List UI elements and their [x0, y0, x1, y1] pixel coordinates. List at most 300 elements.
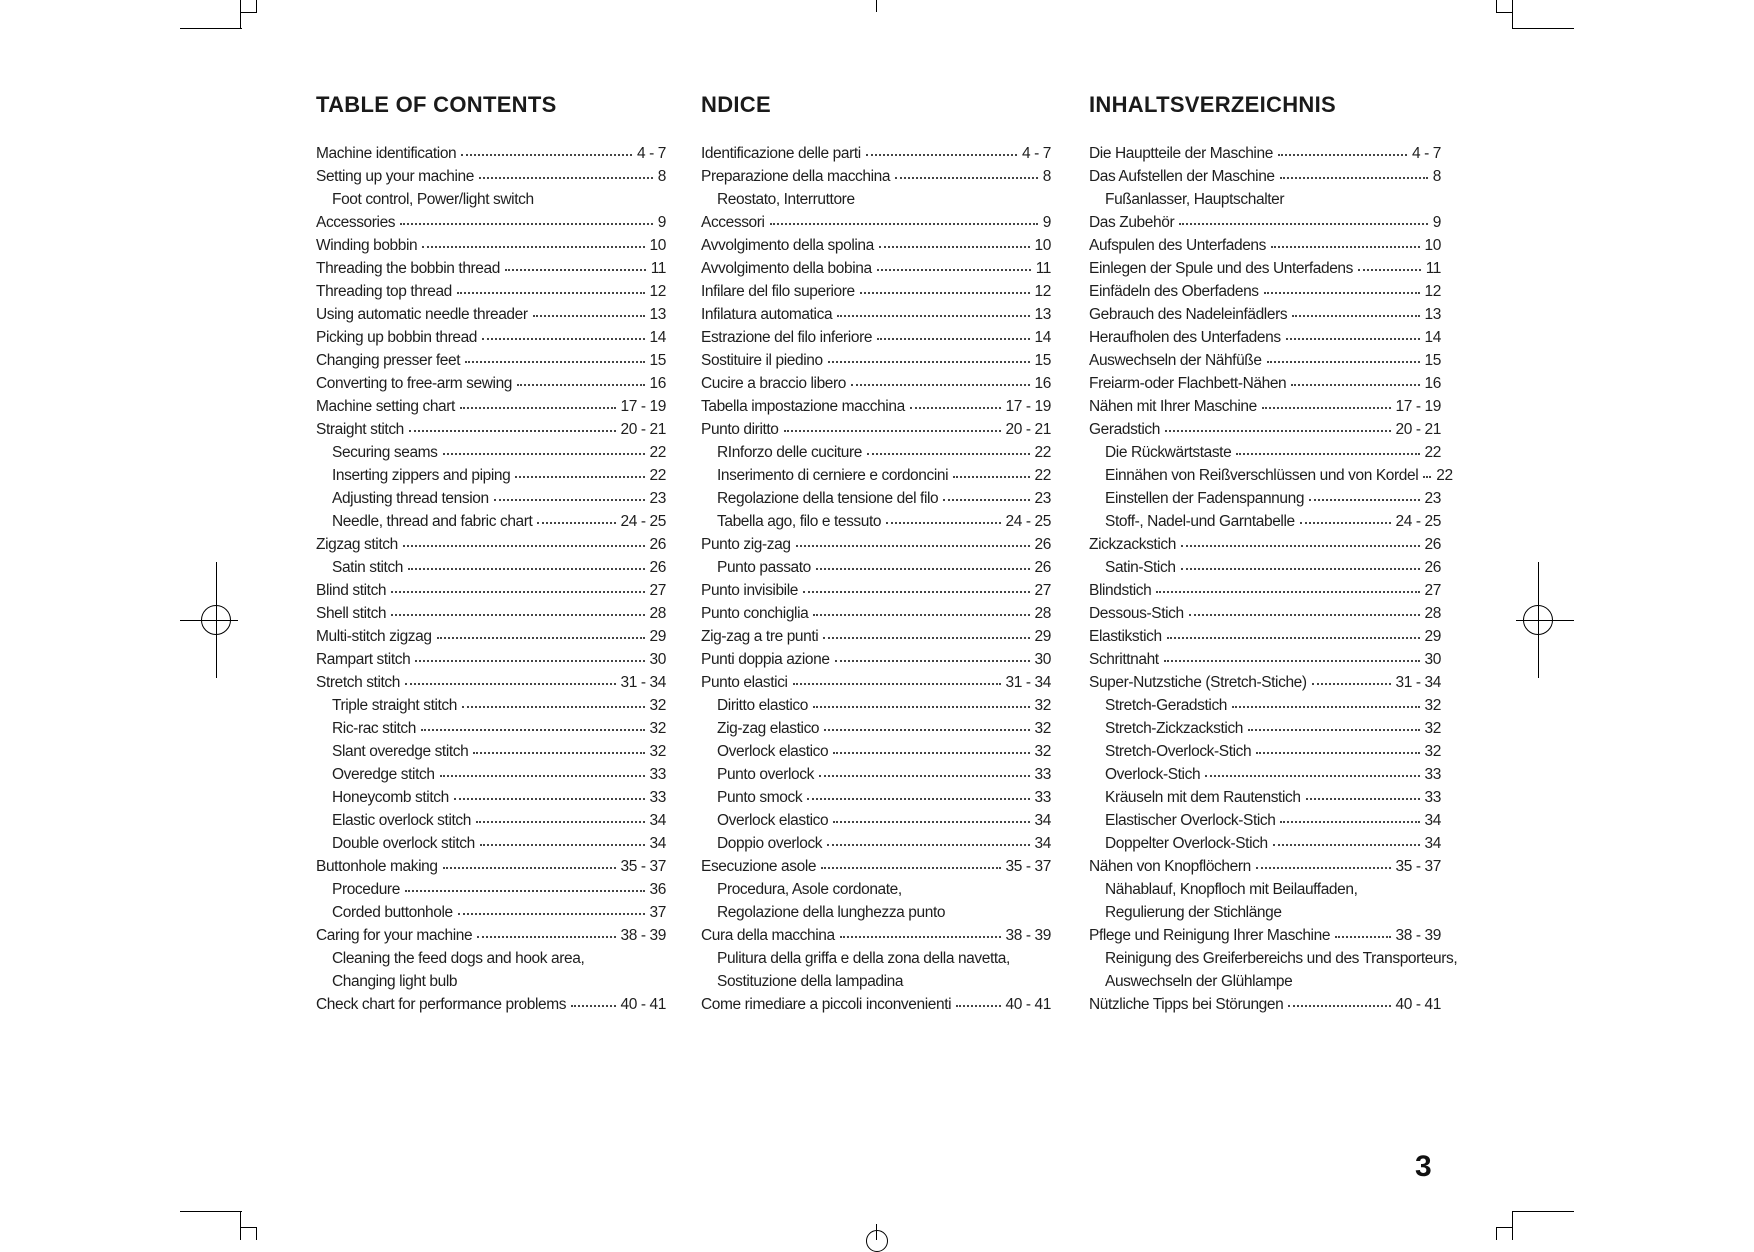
toc-entry: [1089, 260, 1441, 283]
toc-entry-label: Blind stitch: [316, 582, 387, 599]
toc-entry-page: 11: [1035, 260, 1051, 277]
crop-mark: [1496, 0, 1497, 13]
toc-entry-page: 20 - 21: [620, 421, 666, 438]
toc-entry-label: Inserimento di cerniere e cordoncini: [717, 467, 949, 484]
toc-entry: [1089, 720, 1441, 743]
toc-entry-page: 27: [649, 582, 666, 599]
toc-entry-page: 34: [1034, 812, 1051, 829]
toc-entry-page: 30: [1424, 651, 1441, 668]
toc-entry-label: Procedure: [332, 881, 400, 898]
toc-entry: [1089, 306, 1441, 329]
toc-entry-page: 20 - 21: [1005, 421, 1051, 438]
toc-entry: [316, 168, 666, 191]
toc-entry-label: Elastikstich: [1089, 628, 1162, 645]
toc-entry-label: Reinigung des Greiferbereichs und des Transporteurs,: [1105, 950, 1458, 967]
toc-entry-page: 4 - 7: [636, 145, 666, 162]
toc-entry: [316, 283, 666, 306]
toc-entry-page: 40 - 41: [1395, 996, 1441, 1013]
toc-entry: [701, 237, 1051, 260]
toc-entry-label: Nützliche Tipps bei Störungen: [1089, 996, 1284, 1013]
toc-entry-page: 8: [1432, 168, 1441, 185]
dot-leader: [877, 269, 1031, 271]
toc-entry-label: Tabella ago, filo e tessuto: [717, 513, 882, 530]
toc-entry-label: Infilatura automatica: [701, 306, 833, 323]
toc-entry-label: Punto zig-zag: [701, 536, 791, 553]
toc-entry: [701, 835, 1051, 858]
toc-entry-label: Adjusting thread tension: [332, 490, 489, 507]
dot-leader: [400, 223, 653, 225]
dot-leader: [1306, 798, 1420, 800]
toc-entry-label: Accessori: [701, 214, 765, 231]
toc-entry: [316, 950, 666, 973]
dot-leader: [454, 798, 645, 800]
toc-entry-page: 20 - 21: [1395, 421, 1441, 438]
toc-entry-label: Threading the bobbin thread: [316, 260, 500, 277]
dot-leader: [1156, 591, 1419, 593]
toc-entry-page: 10: [1034, 237, 1051, 254]
toc-entry-page: 32: [1424, 720, 1441, 737]
toc-entry-label: Auswechseln der Glühlampe: [1105, 973, 1293, 990]
toc-entry: [1089, 214, 1441, 237]
dot-leader: [833, 821, 1029, 823]
toc-entry: [316, 927, 666, 950]
dot-leader: [1312, 683, 1391, 685]
dot-leader: [1286, 338, 1420, 340]
dot-leader: [476, 821, 645, 823]
toc-entry: [1089, 352, 1441, 375]
toc-entry-page: 14: [1034, 329, 1051, 346]
toc-entry: [701, 697, 1051, 720]
toc-entry-page: 29: [649, 628, 666, 645]
dot-leader: [813, 706, 1030, 708]
column-heading: NDICE: [701, 92, 771, 117]
toc-entry: [701, 536, 1051, 559]
dot-leader: [443, 867, 616, 869]
toc-entry: [316, 490, 666, 513]
toc-entry-page: 22: [649, 444, 666, 461]
toc-entry: [701, 743, 1051, 766]
toc-entry-page: 8: [657, 168, 666, 185]
toc-entry: [701, 996, 1051, 1019]
toc-entry: [701, 191, 1051, 214]
toc-entry-label: Stretch-Zickzackstich: [1105, 720, 1244, 737]
toc-entry-label: Identificazione delle parti: [701, 145, 861, 162]
toc-entry: [701, 904, 1051, 927]
dot-leader: [877, 338, 1029, 340]
toc-entries: [1089, 145, 1458, 1019]
toc-entry: [316, 858, 666, 881]
dot-leader: [1181, 545, 1420, 547]
crop-mark: [1538, 562, 1539, 678]
toc-entry: [1089, 536, 1441, 559]
toc-entry-page: 33: [1034, 789, 1051, 806]
toc-entry: [316, 237, 666, 260]
dot-leader: [571, 1005, 615, 1007]
dot-leader: [824, 729, 1029, 731]
toc-entry-page: 32: [1034, 743, 1051, 760]
toc-entry-label: Einlegen der Spule und des Unterfadens: [1089, 260, 1353, 277]
dot-leader: [827, 844, 1029, 846]
toc-entry-label: Pulitura della griffa e della zona della navetta,: [717, 950, 1010, 967]
dot-leader: [480, 844, 645, 846]
toc-entry-label: Slant overedge stitch: [332, 743, 469, 760]
dot-leader: [1291, 384, 1419, 386]
crop-mark: [1512, 0, 1513, 29]
crop-mark: [1512, 1211, 1574, 1212]
toc-entry: [316, 444, 666, 467]
toc-entry: [701, 168, 1051, 191]
dot-leader: [886, 522, 1000, 524]
toc-entry: [316, 536, 666, 559]
crop-mark: [240, 12, 256, 13]
toc-entry: [1089, 651, 1441, 674]
toc-entry: [316, 352, 666, 375]
dot-leader: [819, 775, 1030, 777]
dot-leader: [1179, 223, 1428, 225]
dot-leader: [1292, 315, 1419, 317]
toc-entry-label: Die Rückwärtstaste: [1105, 444, 1232, 461]
toc-entry-label: Regulierung der Stichlänge: [1105, 904, 1282, 921]
toc-entry-label: Esecuzione asole: [701, 858, 817, 875]
toc-entry-label: Overlock elastico: [717, 743, 829, 760]
toc-entry-label: Stoff-, Nadel-und Garntabelle: [1105, 513, 1295, 530]
dot-leader: [956, 1005, 1000, 1007]
toc-entry-page: 37: [649, 904, 666, 921]
crop-mark: [1512, 1211, 1513, 1240]
toc-entry: [1089, 237, 1441, 260]
toc-entry-label: Preparazione della macchina: [701, 168, 891, 185]
toc-entry: [316, 329, 666, 352]
toc-entry-label: Needle, thread and fabric chart: [332, 513, 533, 530]
toc-entry-page: 32: [1424, 743, 1441, 760]
toc-entry-page: 22: [1034, 467, 1051, 484]
toc-entry-page: 8: [1042, 168, 1051, 185]
toc-entry-label: Aufspulen des Unterfadens: [1089, 237, 1266, 254]
toc-entry-page: 15: [649, 352, 666, 369]
toc-entry: [316, 674, 666, 697]
toc-entry-label: Check chart for performance problems: [316, 996, 567, 1013]
toc-entry: [701, 674, 1051, 697]
dot-leader: [953, 476, 1029, 478]
dot-leader: [461, 154, 632, 156]
toc-entry: [1089, 996, 1441, 1019]
toc-entry: [1089, 582, 1441, 605]
toc-entry: [701, 881, 1051, 904]
toc-entry-label: Overlock-Stich: [1105, 766, 1201, 783]
toc-entry-label: Ric-rac stitch: [332, 720, 416, 737]
dot-leader: [460, 407, 616, 409]
toc-entry: [701, 927, 1051, 950]
toc-entry-page: 32: [649, 720, 666, 737]
dot-leader: [391, 614, 644, 616]
toc-entry-page: 23: [1424, 490, 1441, 507]
dot-leader: [1300, 522, 1391, 524]
dot-leader: [895, 177, 1038, 179]
toc-entry-label: Double overlock stitch: [332, 835, 475, 852]
toc-entry: [1089, 605, 1441, 628]
dot-leader: [1280, 821, 1419, 823]
toc-entry: [316, 605, 666, 628]
toc-entry-label: Punti doppia azione: [701, 651, 830, 668]
toc-entry: [1089, 697, 1441, 720]
toc-entry-label: Cucire a braccio libero: [701, 375, 847, 392]
toc-column-german: [1089, 90, 1458, 1019]
toc-entry-label: Das Zubehör: [1089, 214, 1175, 231]
toc-entry-label: Setting up your machine: [316, 168, 474, 185]
toc-entry-label: Die Hauptteile der Maschine: [1089, 145, 1273, 162]
toc-entry-label: Stretch-Geradstich: [1105, 697, 1228, 714]
toc-entry-page: 22: [1424, 444, 1441, 461]
dot-leader: [533, 315, 645, 317]
dot-leader: [494, 499, 645, 501]
dot-leader: [457, 292, 645, 294]
registration-mark-bottom: [866, 1230, 888, 1252]
toc-entry: [316, 651, 666, 674]
toc-entry-label: Regolazione della lunghezza punto: [717, 904, 946, 921]
toc-entry: [701, 421, 1051, 444]
toc-entry: [316, 628, 666, 651]
toc-entry-label: Buttonhole making: [316, 858, 438, 875]
toc-entry: [316, 375, 666, 398]
toc-entry-label: Avvolgimento della bobina: [701, 260, 872, 277]
toc-entry-page: 26: [1034, 559, 1051, 576]
toc-entry-label: Punto elastici: [701, 674, 788, 691]
toc-entry-label: Nähen mit Ihrer Maschine: [1089, 398, 1257, 415]
toc-entry: [1089, 812, 1441, 835]
toc-entry-label: Infilare del filo superiore: [701, 283, 855, 300]
toc-entry-page: 31 - 34: [620, 674, 666, 691]
dot-leader: [443, 453, 645, 455]
toc-entry-page: 16: [1424, 375, 1441, 392]
toc-entry: [701, 513, 1051, 536]
toc-entry-page: 29: [1424, 628, 1441, 645]
toc-entry: [316, 766, 666, 789]
crop-mark: [876, 1224, 877, 1240]
toc-entry-label: Doppelter Overlock-Stich: [1105, 835, 1268, 852]
crop-mark: [240, 1227, 256, 1228]
toc-entry-label: Inserting zippers and piping: [332, 467, 511, 484]
toc-entry-label: Punto conchiglia: [701, 605, 809, 622]
toc-entry-page: 11: [1425, 260, 1441, 277]
toc-entry: [701, 605, 1051, 628]
toc-entry: [701, 467, 1051, 490]
toc-entry-page: 9: [1432, 214, 1441, 231]
dot-leader: [851, 384, 1030, 386]
dot-leader: [784, 430, 1001, 432]
toc-entry-label: Straight stitch: [316, 421, 404, 438]
toc-entry-page: 17 - 19: [1005, 398, 1051, 415]
toc-entry-page: 36: [649, 881, 666, 898]
toc-entry: [1089, 559, 1441, 582]
toc-entry-label: Diritto elastico: [717, 697, 808, 714]
toc-entry-page: 38 - 39: [620, 927, 666, 944]
toc-entries: [701, 145, 1051, 1019]
toc-entry-page: 27: [1034, 582, 1051, 599]
toc-entry-label: Triple straight stitch: [332, 697, 458, 714]
toc-entry-label: Tabella impostazione macchina: [701, 398, 905, 415]
crop-mark: [1516, 620, 1574, 621]
dot-leader: [409, 430, 616, 432]
toc-entry-label: Geradstich: [1089, 421, 1160, 438]
toc-entry-page: 4 - 7: [1411, 145, 1441, 162]
crop-mark: [1496, 1227, 1512, 1228]
toc-entry: [701, 329, 1051, 352]
dot-leader: [1309, 499, 1419, 501]
dot-leader: [1335, 936, 1390, 938]
toc-entry-page: 16: [649, 375, 666, 392]
dot-leader: [837, 315, 1029, 317]
toc-entry: [701, 306, 1051, 329]
page-number: 3: [1415, 1150, 1432, 1183]
toc-entry: [1089, 145, 1441, 168]
toc-entry: [316, 306, 666, 329]
dot-leader: [1288, 1005, 1390, 1007]
toc-entries: [316, 145, 666, 1019]
toc-entry: [1089, 835, 1441, 858]
crop-mark: [180, 620, 238, 621]
toc-entry-page: 26: [1034, 536, 1051, 553]
toc-entry: [1089, 467, 1453, 490]
toc-entry: [316, 720, 666, 743]
toc-entry: [1089, 421, 1441, 444]
toc-entry: [316, 582, 666, 605]
toc-entry-label: Cleaning the feed dogs and hook area,: [332, 950, 585, 967]
dot-leader: [828, 361, 1030, 363]
toc-entry-label: Satin stitch: [332, 559, 404, 576]
toc-column-italian: [701, 90, 1051, 1019]
toc-entry-label: Elastic overlock stitch: [332, 812, 471, 829]
toc-entry-label: Winding bobbin: [316, 237, 418, 254]
toc-entry-label: Nähablauf, Knopfloch mit Beilauffaden,: [1105, 881, 1358, 898]
toc-entry: [701, 812, 1051, 835]
toc-entry-page: 15: [1424, 352, 1441, 369]
toc-entry-label: Cura della macchina: [701, 927, 835, 944]
crop-mark: [876, 0, 877, 12]
toc-entry-page: 12: [1424, 283, 1441, 300]
toc-entry: [316, 835, 666, 858]
toc-entry-page: 32: [649, 743, 666, 760]
toc-entry: [1089, 168, 1441, 191]
dot-leader: [823, 637, 1029, 639]
column-heading: INHALTSVERZEICHNIS: [1089, 92, 1337, 117]
toc-entry: [1089, 513, 1441, 536]
toc-entry-label: Blindstich: [1089, 582, 1152, 599]
toc-entry-label: Einstellen der Fadenspannung: [1105, 490, 1305, 507]
toc-entry-label: Einfädeln des Oberfadens: [1089, 283, 1259, 300]
toc-entry-page: 14: [1424, 329, 1441, 346]
toc-entry-page: 30: [649, 651, 666, 668]
toc-entry-page: 40 - 41: [620, 996, 666, 1013]
toc-entry-page: 34: [1424, 812, 1441, 829]
toc-entry-label: Punto overlock: [717, 766, 814, 783]
crop-mark: [240, 0, 241, 29]
toc-entry-label: Reostato, Interruttore: [717, 191, 855, 208]
toc-entry: [316, 743, 666, 766]
toc-entry-label: Gebrauch des Nadeleinfädlers: [1089, 306, 1288, 323]
dot-leader: [391, 591, 644, 593]
toc-entry-label: Zigzag stitch: [316, 536, 398, 553]
dot-leader: [1181, 568, 1420, 570]
toc-entry-label: Zickzackstich: [1089, 536, 1176, 553]
toc-entry: [1089, 743, 1441, 766]
toc-entry: [316, 191, 666, 214]
toc-entry: [701, 444, 1051, 467]
toc-entry-label: Punto invisibile: [701, 582, 798, 599]
toc-entry-label: Punto smock: [717, 789, 803, 806]
toc-entry-page: 4 - 7: [1021, 145, 1051, 162]
toc-entry-label: Fußanlasser, Hauptschalter: [1105, 191, 1285, 208]
toc-entry-label: Corded buttonhole: [332, 904, 453, 921]
toc-entry: [1089, 789, 1441, 812]
dot-leader: [421, 729, 645, 731]
dot-leader: [415, 660, 644, 662]
dot-leader: [803, 591, 1030, 593]
toc-entry: [316, 421, 666, 444]
dot-leader: [1165, 430, 1391, 432]
toc-entry-label: Rampart stitch: [316, 651, 411, 668]
toc-entry-page: 29: [1034, 628, 1051, 645]
toc-entry-label: Kräuseln mit dem Rautenstich: [1105, 789, 1301, 806]
toc-entry-page: 16: [1034, 375, 1051, 392]
dot-leader: [1273, 844, 1420, 846]
toc-entry-page: 32: [1424, 697, 1441, 714]
toc-entry-label: Picking up bobbin thread: [316, 329, 478, 346]
dot-leader: [867, 453, 1030, 455]
toc-entry-label: Converting to free-arm sewing: [316, 375, 513, 392]
toc-entry: [701, 766, 1051, 789]
toc-entry-label: Procedura, Asole cordonate,: [717, 881, 902, 898]
dot-leader: [403, 545, 645, 547]
toc-entry: [701, 950, 1051, 973]
dot-leader: [1262, 407, 1391, 409]
toc-entry-label: Honeycomb stitch: [332, 789, 449, 806]
dot-leader: [816, 568, 1030, 570]
dot-leader: [910, 407, 1001, 409]
toc-entry-label: Super-Nutzstiche (Stretch-Stiche): [1089, 674, 1307, 691]
dot-leader: [1278, 154, 1407, 156]
toc-entry-page: 38 - 39: [1005, 927, 1051, 944]
crop-mark: [1512, 28, 1574, 29]
toc-entry-label: Using automatic needle threader: [316, 306, 528, 323]
toc-entry-label: Satin-Stich: [1105, 559, 1176, 576]
toc-entry: [1089, 398, 1441, 421]
dot-leader: [1256, 867, 1391, 869]
dot-leader: [465, 361, 644, 363]
toc-entry-label: Changing presser feet: [316, 352, 461, 369]
toc-entry-page: 12: [649, 283, 666, 300]
dot-leader: [515, 476, 644, 478]
crop-mark: [1496, 12, 1512, 13]
dot-leader: [866, 154, 1017, 156]
toc-entry-page: 32: [1034, 720, 1051, 737]
toc-entry-label: Das Aufstellen der Maschine: [1089, 168, 1275, 185]
toc-entry: [316, 697, 666, 720]
toc-entry-page: 28: [1034, 605, 1051, 622]
dot-leader: [422, 246, 644, 248]
dot-leader: [840, 936, 1001, 938]
toc-column-english: [316, 90, 666, 1019]
toc-entry-page: 10: [649, 237, 666, 254]
toc-entry-page: 35 - 37: [1005, 858, 1051, 875]
toc-entry-label: Auswechseln der Nähfüße: [1089, 352, 1262, 369]
toc-entry: [1089, 973, 1441, 996]
toc-entry-page: 28: [1424, 605, 1441, 622]
toc-entry: [701, 398, 1051, 421]
dot-leader: [462, 706, 645, 708]
toc-entry-page: 40 - 41: [1005, 996, 1051, 1013]
toc-entry-page: 13: [649, 306, 666, 323]
dot-leader: [813, 614, 1029, 616]
